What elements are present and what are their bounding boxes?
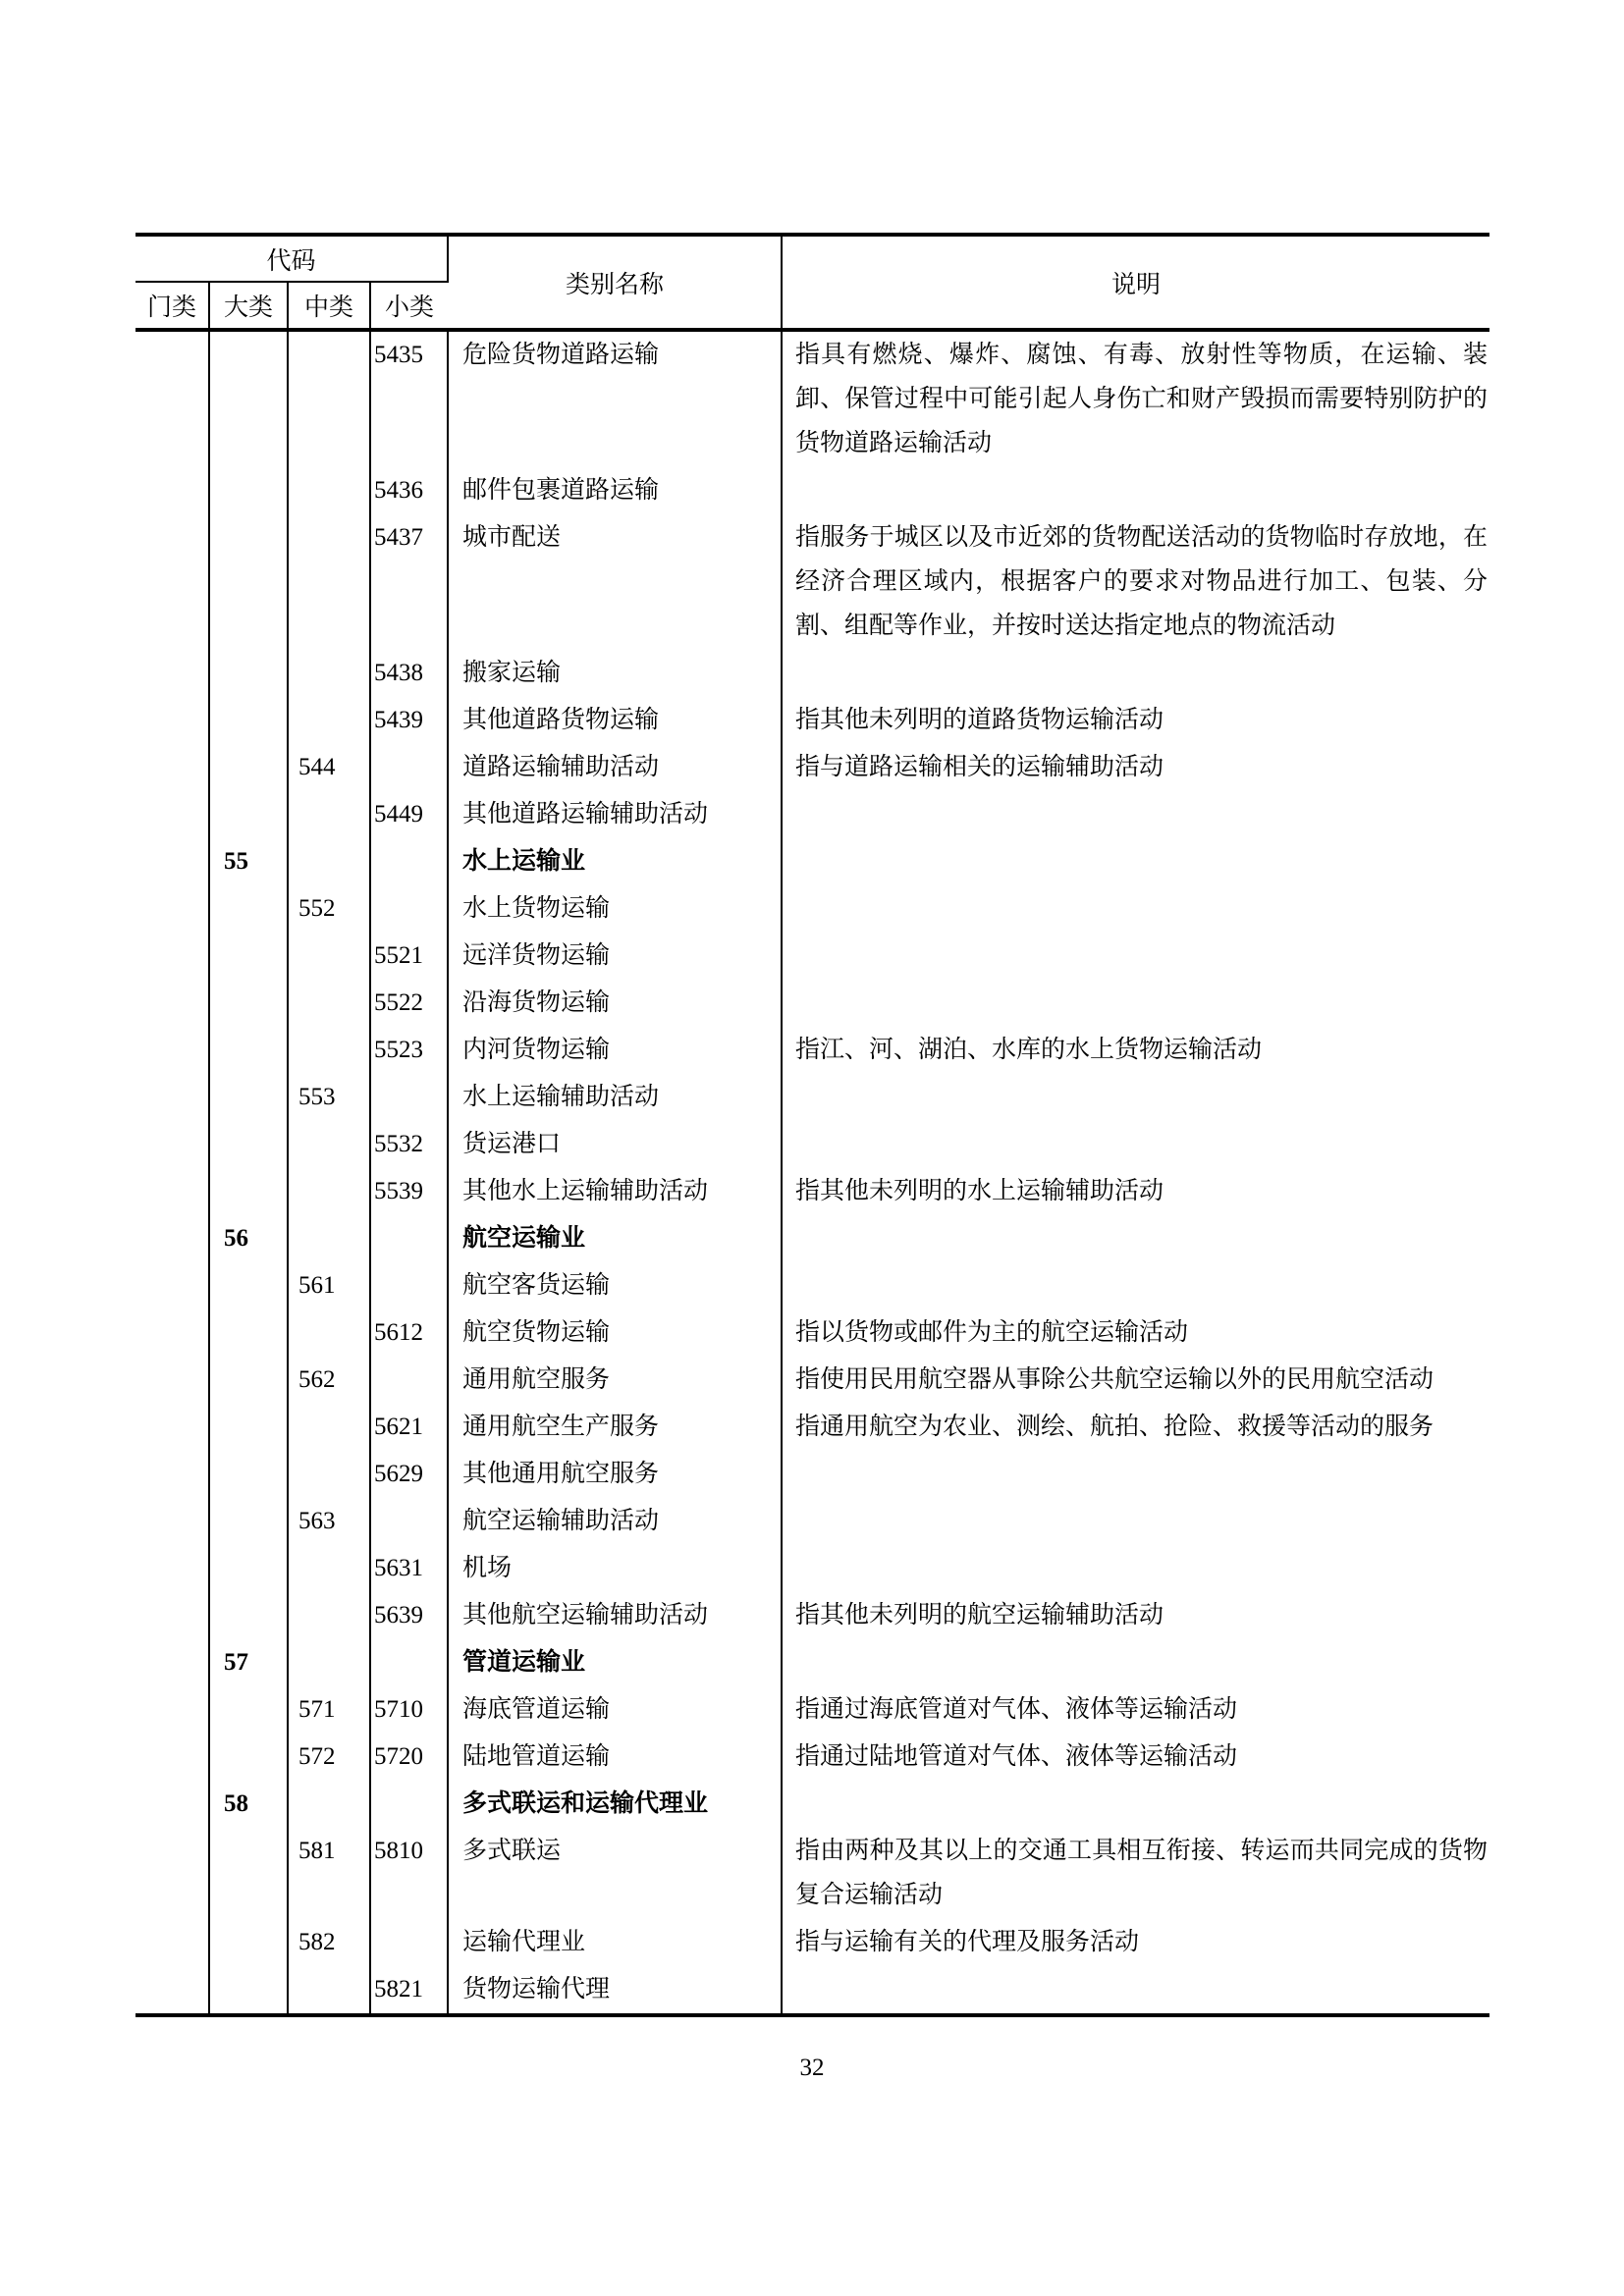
table-row xyxy=(135,514,1489,650)
cell-dalei xyxy=(209,1451,288,1498)
cell-category-name: 搬家运输 xyxy=(448,650,782,697)
table-row xyxy=(135,1828,1489,1919)
cell-dalei: 56 xyxy=(209,1215,288,1262)
cell-dalei xyxy=(209,744,288,791)
cell-dalei xyxy=(209,697,288,744)
cell-dalei xyxy=(209,514,288,650)
cell-xiaolei xyxy=(370,885,448,933)
cell-menlei xyxy=(135,1357,209,1404)
cell-dalei xyxy=(209,1828,288,1919)
cell-xiaolei: 5532 xyxy=(370,1121,448,1168)
cell-category-name: 邮件包裹道路运输 xyxy=(448,467,782,514)
cell-dalei xyxy=(209,885,288,933)
cell-description xyxy=(782,1451,1489,1498)
cell-dalei xyxy=(209,1309,288,1357)
cell-dalei xyxy=(209,980,288,1027)
cell-xiaolei xyxy=(370,1498,448,1545)
cell-xiaolei xyxy=(370,838,448,885)
cell-category-name: 其他道路货物运输 xyxy=(448,697,782,744)
cell-dalei xyxy=(209,1027,288,1074)
cell-description xyxy=(782,467,1489,514)
cell-dalei xyxy=(209,1734,288,1781)
cell-zhonglei xyxy=(288,514,370,650)
cell-zhonglei xyxy=(288,1121,370,1168)
cell-description: 指服务于城区以及市近郊的货物配送活动的货物临时存放地，在经济合理区域内，根据客户的要求对物品进行加工、包装、分割、组配等作业，并按时送达指定地点的物流活动 xyxy=(782,514,1489,650)
cell-menlei xyxy=(135,1545,209,1592)
cell-xiaolei: 5621 xyxy=(370,1404,448,1451)
cell-dalei xyxy=(209,1074,288,1121)
header-category-name: 类别名称 xyxy=(448,235,782,330)
cell-dalei xyxy=(209,1686,288,1734)
cell-category-name: 通用航空服务 xyxy=(448,1357,782,1404)
cell-menlei xyxy=(135,1686,209,1734)
cell-zhonglei: 572 xyxy=(288,1734,370,1781)
cell-zhonglei xyxy=(288,650,370,697)
cell-xiaolei: 5612 xyxy=(370,1309,448,1357)
header-code-group: 代码 xyxy=(135,235,448,282)
cell-dalei: 55 xyxy=(209,838,288,885)
cell-category-name: 其他道路运输辅助活动 xyxy=(448,791,782,838)
cell-dalei xyxy=(209,1357,288,1404)
cell-zhonglei xyxy=(288,1545,370,1592)
cell-xiaolei: 5539 xyxy=(370,1168,448,1215)
cell-category-name: 多式联运 xyxy=(448,1828,782,1919)
cell-zhonglei xyxy=(288,1639,370,1686)
cell-category-name: 货运港口 xyxy=(448,1121,782,1168)
cell-zhonglei: 581 xyxy=(288,1828,370,1919)
table-row xyxy=(135,1074,1489,1121)
classification-table xyxy=(135,233,1489,2017)
cell-category-name: 水上运输业 xyxy=(448,838,782,885)
cell-menlei xyxy=(135,1734,209,1781)
table-row xyxy=(135,980,1489,1027)
cell-description: 指以货物或邮件为主的航空运输活动 xyxy=(782,1309,1489,1357)
cell-category-name: 道路运输辅助活动 xyxy=(448,744,782,791)
cell-menlei xyxy=(135,514,209,650)
cell-xiaolei xyxy=(370,1074,448,1121)
cell-xiaolei: 5439 xyxy=(370,697,448,744)
cell-xiaolei xyxy=(370,1262,448,1309)
cell-zhonglei: 571 xyxy=(288,1686,370,1734)
cell-description: 指与运输有关的代理及服务活动 xyxy=(782,1919,1489,1966)
cell-description: 指具有燃烧、爆炸、腐蚀、有毒、放射性等物质，在运输、装卸、保管过程中可能引起人身伤亡和财产毁损而需要特别防护的货物道路运输活动 xyxy=(782,330,1489,467)
cell-dalei xyxy=(209,1404,288,1451)
cell-menlei xyxy=(135,1639,209,1686)
header-menlei: 门类 xyxy=(146,294,196,321)
cell-dalei xyxy=(209,1121,288,1168)
cell-description xyxy=(782,980,1489,1027)
cell-zhonglei xyxy=(288,933,370,980)
table-row xyxy=(135,1121,1489,1168)
table-row xyxy=(135,1686,1489,1734)
header-dalei: 大类 xyxy=(209,282,288,330)
cell-dalei xyxy=(209,791,288,838)
cell-menlei xyxy=(135,697,209,744)
cell-category-name: 通用航空生产服务 xyxy=(448,1404,782,1451)
cell-xiaolei: 5521 xyxy=(370,933,448,980)
table-row xyxy=(135,1639,1489,1686)
cell-description: 指江、河、湖泊、水库的水上货物运输活动 xyxy=(782,1027,1489,1074)
cell-zhonglei xyxy=(288,791,370,838)
cell-xiaolei: 5523 xyxy=(370,1027,448,1074)
cell-zhonglei: 582 xyxy=(288,1919,370,1966)
cell-xiaolei: 5435 xyxy=(370,330,448,467)
cell-category-name: 危险货物道路运输 xyxy=(448,330,782,467)
cell-dalei xyxy=(209,650,288,697)
cell-xiaolei xyxy=(370,1215,448,1262)
table-row xyxy=(135,650,1489,697)
cell-zhonglei: 563 xyxy=(288,1498,370,1545)
cell-description xyxy=(782,1498,1489,1545)
table-row xyxy=(135,1262,1489,1309)
table-row xyxy=(135,697,1489,744)
cell-description xyxy=(782,1545,1489,1592)
cell-xiaolei: 5720 xyxy=(370,1734,448,1781)
cell-category-name: 水上货物运输 xyxy=(448,885,782,933)
table-row xyxy=(135,1309,1489,1357)
cell-menlei xyxy=(135,933,209,980)
cell-menlei xyxy=(135,467,209,514)
cell-zhonglei xyxy=(288,1215,370,1262)
header-description: 说明 xyxy=(1111,271,1162,298)
cell-menlei xyxy=(135,838,209,885)
table-row xyxy=(135,1781,1489,1828)
cell-menlei xyxy=(135,1592,209,1639)
header-xiaolei: 小类 xyxy=(370,282,448,330)
cell-zhonglei: 552 xyxy=(288,885,370,933)
cell-dalei xyxy=(209,933,288,980)
cell-zhonglei xyxy=(288,980,370,1027)
cell-category-name: 航空货物运输 xyxy=(448,1309,782,1357)
table-row xyxy=(135,885,1489,933)
cell-category-name: 航空运输业 xyxy=(448,1215,782,1262)
cell-xiaolei: 5522 xyxy=(370,980,448,1027)
table-row xyxy=(135,838,1489,885)
cell-menlei xyxy=(135,1966,209,2015)
cell-description xyxy=(782,1121,1489,1168)
table-header xyxy=(135,235,1489,330)
cell-description: 指其他未列明的水上运输辅助活动 xyxy=(782,1168,1489,1215)
cell-dalei xyxy=(209,1498,288,1545)
cell-category-name: 内河货物运输 xyxy=(448,1027,782,1074)
cell-menlei xyxy=(135,980,209,1027)
cell-xiaolei: 5639 xyxy=(370,1592,448,1639)
cell-description: 指其他未列明的道路货物运输活动 xyxy=(782,697,1489,744)
table-row xyxy=(135,1545,1489,1592)
cell-menlei xyxy=(135,1027,209,1074)
cell-category-name: 其他水上运输辅助活动 xyxy=(448,1168,782,1215)
header-zhonglei: 中类 xyxy=(288,282,370,330)
cell-category-name: 其他航空运输辅助活动 xyxy=(448,1592,782,1639)
cell-description xyxy=(782,1215,1489,1262)
table-row xyxy=(135,1919,1489,1966)
cell-description: 指由两种及其以上的交通工具相互衔接、转运而共同完成的货物复合运输活动 xyxy=(782,1828,1489,1919)
table-row xyxy=(135,1027,1489,1074)
cell-description xyxy=(782,650,1489,697)
cell-description: 指使用民用航空器从事除公共航空运输以外的民用航空活动 xyxy=(782,1357,1489,1404)
cell-zhonglei xyxy=(288,838,370,885)
cell-menlei xyxy=(135,1451,209,1498)
cell-xiaolei: 5710 xyxy=(370,1686,448,1734)
cell-menlei xyxy=(135,1919,209,1966)
table-row xyxy=(135,1592,1489,1639)
cell-zhonglei xyxy=(288,1592,370,1639)
cell-xiaolei xyxy=(370,1919,448,1966)
cell-description: 指其他未列明的航空运输辅助活动 xyxy=(782,1592,1489,1639)
cell-menlei xyxy=(135,1215,209,1262)
cell-xiaolei xyxy=(370,1357,448,1404)
cell-zhonglei: 561 xyxy=(288,1262,370,1309)
cell-menlei xyxy=(135,1498,209,1545)
cell-dalei xyxy=(209,467,288,514)
cell-dalei xyxy=(209,1545,288,1592)
cell-xiaolei: 5631 xyxy=(370,1545,448,1592)
cell-category-name: 沿海货物运输 xyxy=(448,980,782,1027)
page-number: 32 xyxy=(799,2055,825,2081)
cell-category-name: 多式联运和运输代理业 xyxy=(448,1781,782,1828)
table-row xyxy=(135,1498,1489,1545)
cell-xiaolei: 5437 xyxy=(370,514,448,650)
cell-zhonglei xyxy=(288,467,370,514)
cell-description xyxy=(782,838,1489,885)
cell-description xyxy=(782,1966,1489,2015)
cell-xiaolei xyxy=(370,1781,448,1828)
cell-xiaolei: 5810 xyxy=(370,1828,448,1919)
cell-xiaolei: 5436 xyxy=(370,467,448,514)
cell-description: 指通用航空为农业、测绘、航拍、抢险、救援等活动的服务 xyxy=(782,1404,1489,1451)
cell-menlei xyxy=(135,1262,209,1309)
table-row xyxy=(135,1357,1489,1404)
cell-xiaolei xyxy=(370,1639,448,1686)
cell-description xyxy=(782,1639,1489,1686)
cell-zhonglei xyxy=(288,330,370,467)
cell-category-name: 航空运输辅助活动 xyxy=(448,1498,782,1545)
cell-zhonglei xyxy=(288,1309,370,1357)
cell-description xyxy=(782,933,1489,980)
table-row xyxy=(135,1734,1489,1781)
cell-category-name: 货物运输代理 xyxy=(448,1966,782,2015)
cell-xiaolei: 5449 xyxy=(370,791,448,838)
cell-category-name: 其他通用航空服务 xyxy=(448,1451,782,1498)
cell-menlei xyxy=(135,1404,209,1451)
cell-description: 指与道路运输相关的运输辅助活动 xyxy=(782,744,1489,791)
cell-description xyxy=(782,1262,1489,1309)
table-row xyxy=(135,744,1489,791)
cell-dalei xyxy=(209,1919,288,1966)
cell-zhonglei xyxy=(288,1168,370,1215)
cell-category-name: 机场 xyxy=(448,1545,782,1592)
cell-menlei xyxy=(135,791,209,838)
cell-description xyxy=(782,1074,1489,1121)
cell-xiaolei: 5629 xyxy=(370,1451,448,1498)
table-row xyxy=(135,1215,1489,1262)
table-row xyxy=(135,1404,1489,1451)
cell-xiaolei: 5821 xyxy=(370,1966,448,2015)
cell-zhonglei xyxy=(288,1027,370,1074)
cell-category-name: 城市配送 xyxy=(448,514,782,650)
cell-category-name: 水上运输辅助活动 xyxy=(448,1074,782,1121)
cell-description xyxy=(782,791,1489,838)
cell-zhonglei xyxy=(288,1781,370,1828)
cell-zhonglei xyxy=(288,697,370,744)
cell-dalei xyxy=(209,1168,288,1215)
cell-dalei xyxy=(209,1262,288,1309)
cell-description: 指通过陆地管道对气体、液体等运输活动 xyxy=(782,1734,1489,1781)
table-row xyxy=(135,467,1489,514)
cell-description xyxy=(782,1781,1489,1828)
cell-xiaolei: 5438 xyxy=(370,650,448,697)
cell-zhonglei: 562 xyxy=(288,1357,370,1404)
cell-dalei xyxy=(209,330,288,467)
table-row xyxy=(135,1168,1489,1215)
cell-zhonglei: 544 xyxy=(288,744,370,791)
cell-menlei xyxy=(135,1168,209,1215)
cell-menlei xyxy=(135,1074,209,1121)
cell-dalei xyxy=(209,1592,288,1639)
table-body xyxy=(135,330,1489,2015)
cell-menlei xyxy=(135,885,209,933)
table-row xyxy=(135,1966,1489,2015)
cell-category-name: 运输代理业 xyxy=(448,1919,782,1966)
cell-menlei xyxy=(135,1121,209,1168)
cell-zhonglei: 553 xyxy=(288,1074,370,1121)
cell-menlei xyxy=(135,744,209,791)
cell-dalei xyxy=(209,1966,288,2015)
table-row xyxy=(135,791,1489,838)
cell-category-name: 陆地管道运输 xyxy=(448,1734,782,1781)
cell-dalei: 57 xyxy=(209,1639,288,1686)
cell-zhonglei xyxy=(288,1404,370,1451)
cell-menlei xyxy=(135,1309,209,1357)
cell-menlei xyxy=(135,330,209,467)
cell-dalei: 58 xyxy=(209,1781,288,1828)
cell-menlei xyxy=(135,1828,209,1919)
table-row xyxy=(135,330,1489,467)
cell-category-name: 海底管道运输 xyxy=(448,1686,782,1734)
table-row xyxy=(135,933,1489,980)
cell-description: 指通过海底管道对气体、液体等运输活动 xyxy=(782,1686,1489,1734)
cell-xiaolei xyxy=(370,744,448,791)
cell-category-name: 远洋货物运输 xyxy=(448,933,782,980)
cell-description xyxy=(782,885,1489,933)
cell-menlei xyxy=(135,1781,209,1828)
cell-zhonglei xyxy=(288,1966,370,2015)
cell-zhonglei xyxy=(288,1451,370,1498)
cell-menlei xyxy=(135,650,209,697)
cell-category-name: 管道运输业 xyxy=(448,1639,782,1686)
cell-category-name: 航空客货运输 xyxy=(448,1262,782,1309)
table-row xyxy=(135,1451,1489,1498)
